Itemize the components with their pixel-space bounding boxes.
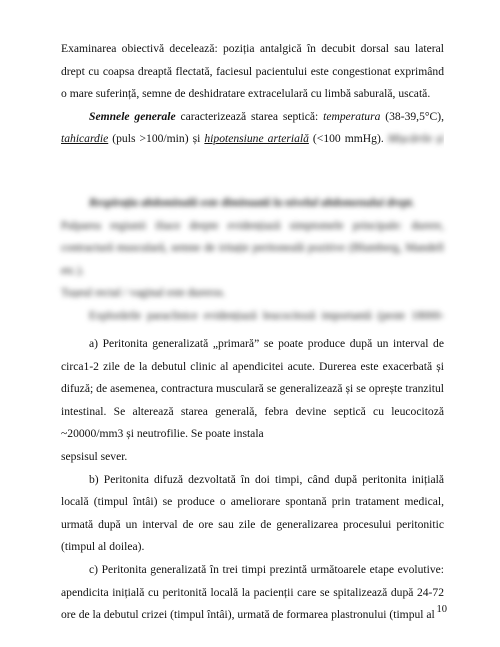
blurred-line-4: Explorările paraclinice evidențiază leucocitoză importantă (peste 18000- (89, 308, 444, 322)
blurred-line-3: Tușeul rectal / vaginal este dureros. (61, 286, 226, 300)
general-signs-text-3: (puls >100/min) și (108, 132, 205, 146)
exam-paragraph: Examinarea obiectivă decelează: poziția antalgică în decubit dorsal sau lateral drept cu coapsa dreaptă flectată, faciesul pacientului este congestionat exprimând o mare suferință, semne de deshidratare extracelulară cu limbă saburală, uscată. (61, 42, 444, 101)
tachycardia-label: tahicardie (61, 132, 109, 146)
general-signs-text-4: (<100 mmHg). (308, 132, 388, 146)
blurred-text-block (61, 192, 444, 330)
page-number: 10 (436, 604, 447, 615)
bottom-text-block (61, 333, 444, 627)
paragraph-a: a) Peritonita generalizată „primară” se poate produce după un interval de circa1-2 zile de la debutul clinic al apendicitei acute. Durerea este exacerbată și difuză; de asemenea, contractura musculară se generalizează și se oprește tranzitul intestinal. Se alterează starea generală, febra devine septică cu leucocitoză ~20000/mm3 și neutrofilie. Se poate instala (61, 337, 444, 441)
general-signs-text-2: (38-39,5°C), (380, 109, 444, 123)
general-signs-lead: Semnele generale (89, 109, 176, 123)
hypotension-label: hipotensiune arterială (204, 132, 309, 146)
blurred-line-1: Respirația abdominală este diminuată la nivelul abdomenului drept. (89, 196, 415, 209)
paragraph-c: c) Peritonita generalizată în trei timpi prezintă următoarele etape evolutive: apendicita inițială cu peritonită locală la pacienții care se spitalizează după 24-72 ore de la debutul crizei (timpul întâi), urmată de formarea plastronului (timpul al (61, 562, 444, 622)
general-signs-tail: Mișcările și (387, 132, 444, 146)
temperature-label: temperatura (323, 109, 381, 123)
general-signs-clip (61, 106, 444, 151)
blurred-line-2: Palparea regiunii iliace drepte evidențiază simptomele principale: durere, contractură musculară, semne de iritație peritoneală pozitive (Blumberg, Mandell etc.). (61, 218, 444, 277)
top-text-block (61, 38, 444, 151)
general-signs-paragraph (61, 106, 444, 151)
general-signs-text-1: caracterizează starea septică: (175, 109, 324, 123)
paragraph-a-end: sepsisul sever. (61, 449, 128, 463)
paragraph-b: b) Peritonita difuză dezvoltată în doi timpi, când după peritonita inițială locală (timpul întâi) se produce o ameliorare spontană prin tratament medical, urmată după un interval de ore sau zile de generalizarea procesului peritonitic (timpul al doilea). (61, 472, 444, 554)
